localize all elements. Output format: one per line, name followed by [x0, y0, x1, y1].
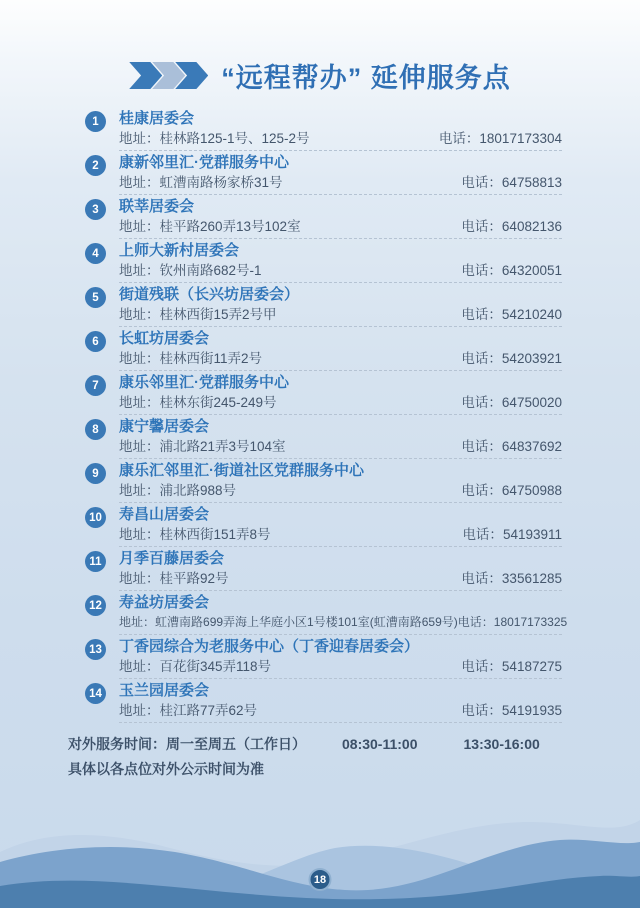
item-number-badge [85, 243, 106, 264]
phone-value: 54187275 [501, 659, 562, 674]
service-point-body [119, 328, 562, 371]
service-point-row [85, 196, 562, 240]
item-number: 12 [89, 599, 102, 612]
address-label: 地址： [119, 131, 160, 146]
address-value: 桂林西街11弄2号 [159, 351, 263, 366]
service-point-name: 康宁馨居委会 [119, 418, 210, 435]
hours-note: 具体以各点位对外公示时间为准 [68, 761, 264, 777]
service-point-address [119, 657, 271, 676]
service-point-body [119, 592, 568, 635]
row-divider [119, 150, 562, 151]
service-point-phone [458, 613, 567, 632]
service-point-name: 康新邻里汇·党群服务中心 [119, 154, 289, 171]
address-label: 地址： [119, 703, 160, 718]
phone-label: 电话： [457, 615, 494, 629]
row-divider [119, 458, 562, 459]
service-point-body [119, 680, 562, 723]
service-point-row [85, 372, 562, 416]
item-number: 8 [92, 423, 99, 436]
service-point-phone [461, 349, 562, 368]
service-point-name: 街道残联（长兴坊居委会） [119, 286, 300, 303]
item-number: 11 [89, 555, 102, 568]
service-point-body [119, 460, 562, 503]
address-label: 地址： [119, 571, 160, 586]
page-number-badge [309, 868, 332, 891]
service-point-detail [119, 173, 562, 192]
service-point-name: 上师大新村居委会 [119, 242, 240, 259]
service-point-name: 丁香园综合为老服务中心（丁香迎春居委会） [119, 638, 420, 655]
item-number-badge [85, 155, 106, 176]
phone-label: 电话： [461, 351, 502, 366]
address-label: 地址： [119, 175, 160, 190]
address-label: 地址： [119, 395, 160, 410]
phone-label: 电话： [461, 571, 502, 586]
service-point-body [119, 504, 562, 547]
service-point-row [85, 680, 562, 724]
service-hours-line [68, 733, 562, 755]
phone-value: 18017173325 [493, 615, 568, 629]
service-point-row [85, 504, 562, 548]
item-number-badge [85, 375, 106, 396]
phone-label: 电话： [462, 527, 503, 542]
item-number: 4 [92, 247, 99, 260]
service-point-detail [119, 261, 562, 280]
service-point-name: 康乐汇邻里汇·街道社区党群服务中心 [119, 462, 364, 479]
phone-label: 电话： [461, 263, 502, 278]
item-number: 9 [92, 467, 99, 480]
service-point-row [85, 108, 562, 152]
service-point-phone [462, 525, 562, 544]
row-divider [119, 590, 562, 591]
service-point-body [119, 548, 562, 591]
address-value: 桂林路125-1号、125-2号 [159, 131, 310, 146]
address-label: 地址： [119, 351, 160, 366]
service-point-name: 长虹坊居委会 [119, 330, 210, 347]
service-point-name: 玉兰园居委会 [119, 682, 210, 699]
item-number: 6 [92, 335, 99, 348]
phone-label: 电话： [461, 659, 502, 674]
phone-value: 64320051 [501, 263, 562, 278]
service-point-detail [119, 393, 562, 412]
address-label: 地址： [119, 219, 160, 234]
address-label: 地址： [119, 659, 160, 674]
row-divider [119, 238, 562, 239]
phone-value: 33561285 [501, 571, 562, 586]
phone-label: 电话： [461, 703, 502, 718]
service-point-phone [461, 305, 562, 324]
row-divider [119, 722, 562, 723]
service-point-phone [461, 173, 562, 192]
service-point-detail [119, 481, 562, 500]
phone-value: 54203921 [501, 351, 562, 366]
address-value: 桂江路77弄62号 [159, 703, 258, 718]
service-point-body [119, 416, 562, 459]
item-number-badge [85, 595, 106, 616]
item-number: 7 [92, 379, 99, 392]
row-divider [119, 282, 562, 283]
service-point-name: 月季百藤居委会 [119, 550, 225, 567]
service-point-detail [119, 437, 562, 456]
service-hours-footer [68, 733, 562, 780]
service-point-row [85, 152, 562, 196]
item-number: 2 [92, 159, 99, 172]
service-point-row [85, 416, 562, 460]
service-point-phone [461, 393, 562, 412]
row-divider [119, 634, 562, 635]
page-title: “远程帮办” 延伸服务点 [221, 63, 511, 93]
service-point-address [119, 393, 277, 412]
address-value: 虹漕南路杨家桥31号 [159, 175, 283, 190]
service-point-row [85, 284, 562, 328]
page-number: 18 [313, 873, 327, 886]
service-point-name: 桂康居委会 [119, 110, 195, 127]
item-number-badge [85, 111, 106, 132]
row-divider [119, 194, 562, 195]
item-number-badge [85, 287, 106, 308]
service-point-address [119, 173, 283, 192]
address-value: 桂平路92号 [159, 571, 229, 586]
service-point-detail [119, 569, 562, 588]
service-point-body [119, 636, 562, 679]
address-value: 浦北路988号 [159, 483, 237, 498]
service-point-body [119, 284, 562, 327]
address-label: 地址： [119, 439, 160, 454]
address-value: 桂平路260弄13号102室 [159, 219, 301, 234]
address-value: 桂林西街151弄8号 [159, 527, 271, 542]
phone-label: 电话： [461, 483, 502, 498]
service-point-list [68, 108, 568, 724]
address-value: 桂林西街15弄2号甲 [159, 307, 277, 322]
service-point-address [119, 481, 236, 500]
item-number-badge [85, 331, 106, 352]
item-number: 5 [92, 291, 99, 304]
chevrons-icon [129, 62, 208, 89]
row-divider [119, 502, 562, 503]
address-label: 地址： [119, 483, 160, 498]
address-label: 地址： [119, 527, 160, 542]
address-value: 钦州南路682号-1 [159, 263, 262, 278]
service-point-row [85, 636, 562, 680]
service-point-row [85, 240, 562, 284]
phone-value: 64750020 [501, 395, 562, 410]
service-point-body [119, 152, 562, 195]
row-divider [119, 326, 562, 327]
phone-value: 54193911 [502, 527, 562, 542]
service-point-name: 康乐邻里汇·党群服务中心 [119, 374, 289, 391]
service-point-detail [119, 129, 562, 148]
service-point-phone [461, 657, 562, 676]
service-point-row [85, 592, 568, 636]
item-number: 10 [89, 511, 102, 524]
address-label: 地址： [119, 307, 160, 322]
service-point-phone [461, 261, 562, 280]
phone-label: 电话： [461, 395, 502, 410]
morning-hours: 08:30-11:00 [342, 736, 418, 752]
service-point-address [119, 305, 277, 324]
service-point-address [119, 129, 310, 148]
service-point-phone [439, 129, 562, 148]
item-number-badge [85, 551, 106, 572]
item-number: 1 [92, 115, 99, 128]
phone-label: 电话： [461, 175, 502, 190]
service-point-phone [461, 437, 562, 456]
service-point-address [119, 701, 257, 720]
service-point-detail [119, 217, 562, 236]
service-point-address [119, 349, 262, 368]
service-point-address [119, 569, 229, 588]
phone-value: 64082136 [501, 219, 562, 234]
item-number-badge [85, 463, 106, 484]
workdays: 周一至周五（工作日） [166, 736, 306, 752]
item-number-badge [85, 683, 106, 704]
service-point-row [85, 460, 562, 504]
address-label: 地址： [119, 263, 160, 278]
service-point-phone [461, 481, 562, 500]
service-point-row [85, 328, 562, 372]
item-number-badge [85, 199, 106, 220]
address-value: 虹漕南路699弄海上华庭小区1号楼101室(虹漕南路659号) [155, 615, 458, 629]
service-point-address [119, 437, 286, 456]
row-divider [119, 370, 562, 371]
service-point-phone [461, 701, 562, 720]
service-point-phone [461, 569, 562, 588]
service-point-address [119, 261, 262, 280]
phone-label: 电话： [461, 219, 502, 234]
address-label: 地址： [119, 615, 156, 629]
service-point-body [119, 108, 562, 151]
phone-label: 电话： [461, 439, 502, 454]
service-point-name: 寿昌山居委会 [119, 506, 210, 523]
page-title-row [0, 0, 640, 95]
service-point-detail [119, 701, 562, 720]
item-number-badge [85, 419, 106, 440]
item-number-badge [85, 507, 106, 528]
service-point-name: 寿益坊居委会 [119, 594, 210, 611]
afternoon-hours: 13:30-16:00 [463, 736, 540, 752]
service-point-detail [119, 305, 562, 324]
service-point-body [119, 196, 562, 239]
phone-label: 电话： [461, 307, 502, 322]
phone-value: 18017173304 [479, 131, 562, 146]
service-point-address [119, 525, 271, 544]
item-number: 14 [89, 687, 102, 700]
address-value: 浦北路21弄3号104室 [159, 439, 286, 454]
phone-value: 64837692 [501, 439, 562, 454]
service-point-row [85, 548, 562, 592]
hours-label: 对外服务时间： [68, 736, 166, 752]
service-point-detail [119, 657, 562, 676]
service-point-address [119, 217, 301, 236]
phone-label: 电话： [438, 131, 480, 146]
service-point-detail [119, 349, 562, 368]
item-number: 3 [92, 203, 99, 216]
item-number: 13 [89, 643, 102, 656]
row-divider [119, 678, 562, 679]
address-value: 百花街345弄118号 [159, 659, 272, 674]
phone-value: 64750988 [501, 483, 562, 498]
phone-value: 64758813 [501, 175, 562, 190]
service-point-name: 联莘居委会 [119, 198, 195, 215]
phone-value: 54210240 [501, 307, 562, 322]
service-point-address [119, 613, 458, 632]
service-point-phone [461, 217, 562, 236]
item-number-badge [85, 639, 106, 660]
row-divider [119, 414, 562, 415]
row-divider [119, 546, 562, 547]
address-value: 桂林东街245-249号 [159, 395, 277, 410]
phone-value: 54191935 [501, 703, 562, 718]
service-point-body [119, 240, 562, 283]
service-point-body [119, 372, 562, 415]
service-point-detail [119, 613, 568, 632]
service-point-detail [119, 525, 562, 544]
